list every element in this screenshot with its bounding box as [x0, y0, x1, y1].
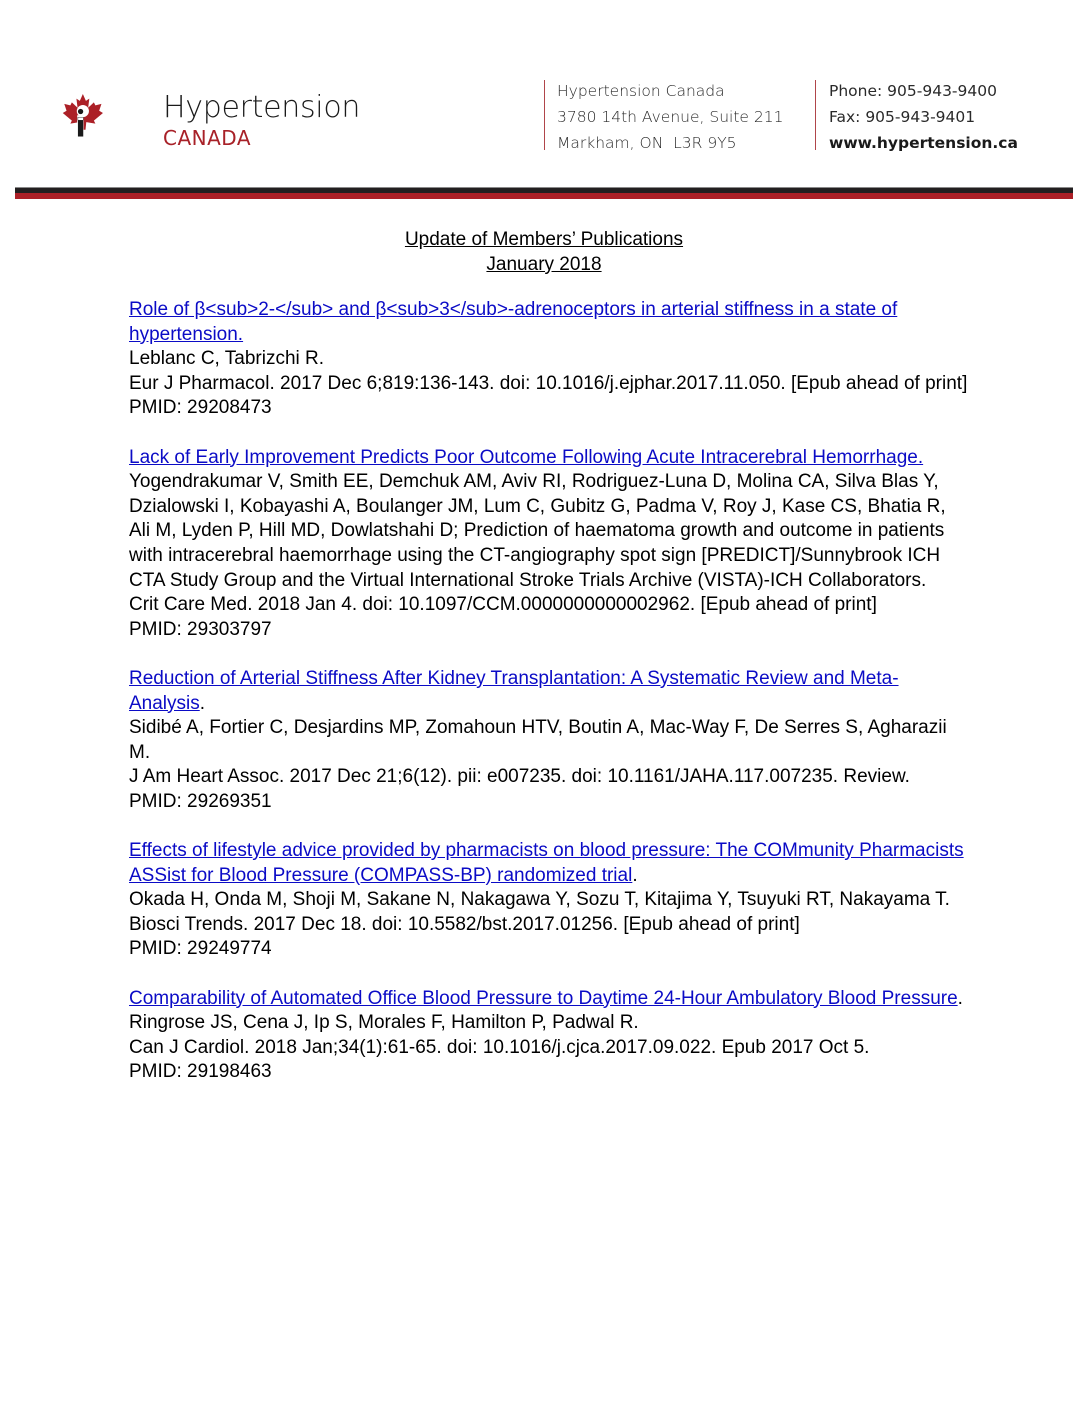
address-org: Hypertension Canada — [557, 82, 725, 100]
page-subtitle: January 2018 — [486, 254, 602, 275]
publication-pmid: PMID: 29198463 — [129, 1061, 272, 1083]
contact-block — [829, 78, 1018, 156]
document-heading — [0, 227, 1088, 277]
publication-citation: Biosci Trends. 2017 Dec 18. doi: 10.5582/bst.2017.01256. [Epub ahead of print] — [129, 913, 800, 935]
header-rule-red — [15, 193, 1073, 199]
publication-authors: Ringrose JS, Cena J, Ip S, Morales F, Hamilton P, Padwal R. — [129, 1012, 639, 1034]
divider — [815, 80, 816, 150]
publication-item — [129, 298, 969, 421]
publication-authors: Yogendrakumar V, Smith EE, Demchuk AM, Aviv RI, Rodriguez-Luna D, Molina CA, Silva Blas Y, Dzialowski I, Kobayashi A, Boulanger JM, Lum C, Gubitz G, Padma V, Roy J, Kase CS, Bhatia R, Ali M, Lyden P, Hill MD, Dowlatshahi D; Prediction of haematoma growth and outcome in patients with intracerebral haemorrhage using the CT-angiography spot sign [PREDICT]/Sunnybrook ICH CTA Study Group and the Virtual International Stroke Trials Archive (VISTA)-ICH Collaborators. — [129, 471, 946, 591]
publication-pmid: PMID: 29208473 — [129, 397, 272, 419]
address-city: Markham, ON L3R 9Y5 — [557, 134, 737, 152]
person-head-icon — [78, 109, 83, 114]
address-street: 3780 14th Avenue, Suite 211 — [557, 108, 784, 126]
publication-citation: Crit Care Med. 2018 Jan 4. doi: 10.1097/CCM.0000000000002962. [Epub ahead of print] — [129, 594, 877, 616]
publication-authors: Sidibé A, Fortier C, Desjardins MP, Zomahoun HTV, Boutin A, Mac-Way F, De Serres S, Agharazii M. — [129, 717, 947, 763]
title-suffix: . — [957, 987, 963, 1009]
publication-pmid: PMID: 29269351 — [129, 790, 272, 812]
publication-item — [129, 667, 969, 815]
publication-pmid: PMID: 29303797 — [129, 618, 272, 640]
publication-title — [129, 839, 969, 888]
publication-title-link[interactable]: Role of β<sub>2-</sub> and β<sub>3</sub>-adrenoceptors in arterial stiffness in a state of hypertension. — [129, 299, 898, 345]
logo-text-sub: CANADA — [163, 126, 252, 150]
hypertension-canada-logo — [62, 56, 172, 170]
publication-citation: Can J Cardiol. 2018 Jan;34(1):61-65. doi: 10.1016/j.cjca.2017.09.022. Epub 2017 Oct 5. — [129, 1036, 870, 1058]
publication-title — [129, 446, 969, 471]
publication-title — [129, 667, 969, 716]
publication-title-link[interactable]: Comparability of Automated Office Blood Pressure to Daytime 24-Hour Ambulatory Blood Pressure — [129, 987, 958, 1009]
publication-item — [129, 446, 969, 643]
address-block — [557, 78, 783, 156]
divider — [544, 80, 545, 150]
publication-citation: J Am Heart Assoc. 2017 Dec 21;6(12). pii: e007235. doi: 10.1161/JAHA.117.007235. Review. — [129, 766, 910, 788]
phone: Phone: 905-943-9400 — [829, 82, 997, 100]
title-suffix: . — [199, 692, 206, 714]
fax: Fax: 905-943-9401 — [829, 108, 976, 126]
publication-item — [129, 987, 969, 1085]
page-title: Update of Members’ Publications — [404, 229, 684, 250]
logo-text-main: Hypertension — [163, 90, 361, 125]
publication-title-link[interactable]: Reduction of Arterial Stiffness After Kidney Transplantation: A Systematic Review and Meta-Analysis — [129, 667, 899, 714]
publication-citation: Eur J Pharmacol. 2017 Dec 6;819:136-143. doi: 10.1016/j.ejphar.2017.11.050. [Epub ahead of print] — [129, 372, 968, 394]
title-suffix: . — [632, 864, 638, 886]
website-link[interactable]: www.hypertension.ca — [829, 134, 1018, 152]
publication-title-link[interactable]: Lack of Early Improvement Predicts Poor Outcome Following Acute Intracerebral Hemorrhage. — [129, 446, 924, 468]
publication-title-link[interactable]: Effects of lifestyle advice provided by pharmacists on blood pressure: The COMmunity Pharmacists ASSist for Blood Pressure (COMPASS-BP) randomized trial — [129, 840, 964, 886]
publication-title — [129, 987, 969, 1012]
publication-title — [129, 298, 969, 347]
publication-item — [129, 839, 969, 962]
publication-pmid: PMID: 29249774 — [129, 938, 272, 960]
publication-authors: Leblanc C, Tabrizchi R. — [129, 348, 325, 370]
publication-list — [129, 298, 969, 1110]
publication-authors: Okada H, Onda M, Shoji M, Sakane N, Nakagawa Y, Sozu T, Kitajima Y, Tsuyuki RT, Nakayama T. — [129, 889, 950, 911]
